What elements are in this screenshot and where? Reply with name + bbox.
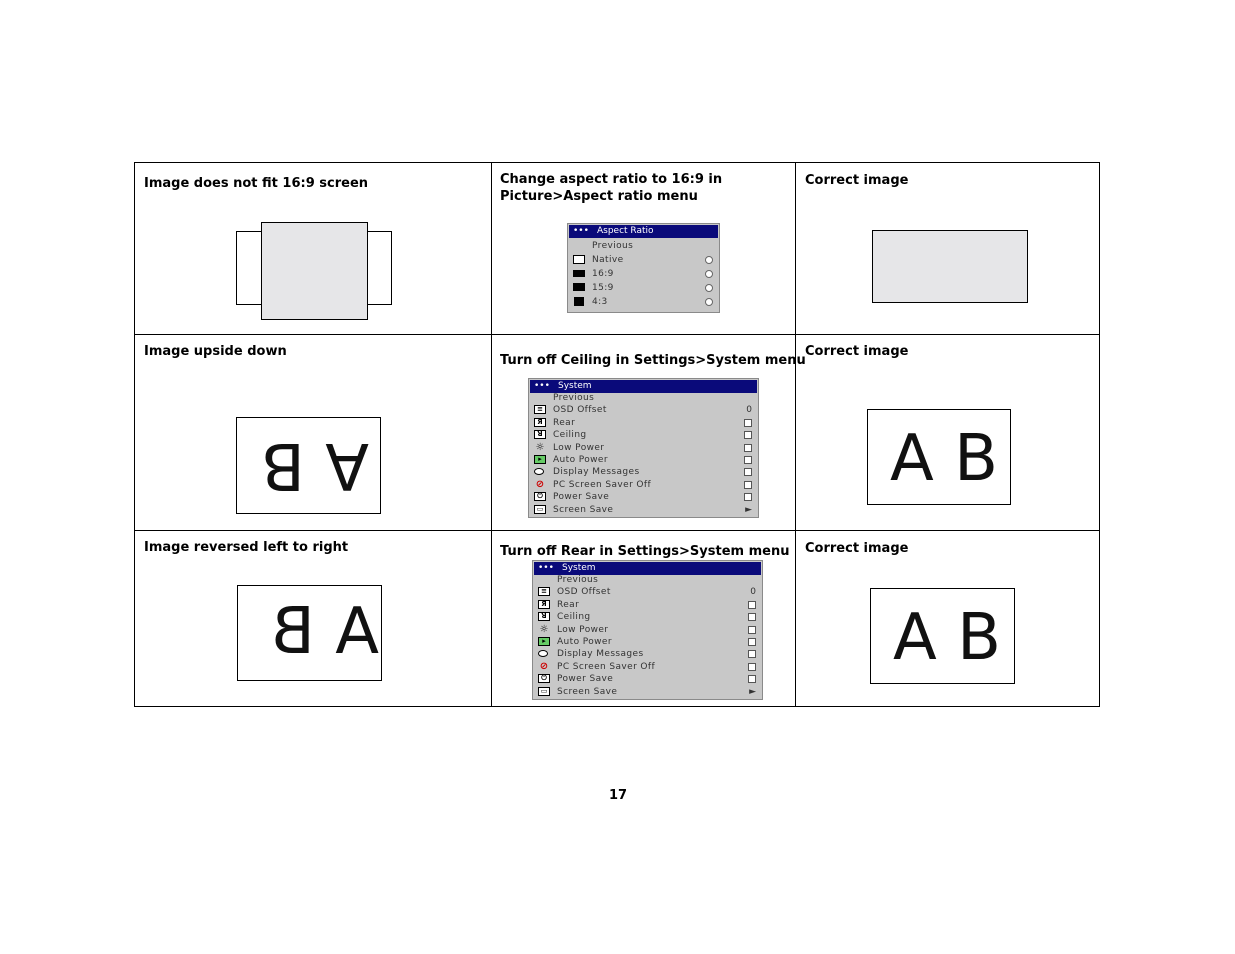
solution-label: Change aspect ratio to 16:9 in xyxy=(500,172,723,187)
auto-power-icon: ▸ xyxy=(538,637,550,646)
rear-icon: Я xyxy=(534,418,546,427)
menu-item-previous[interactable]: Previous xyxy=(553,393,595,403)
osd-offset-icon: ≡ xyxy=(534,405,546,414)
menu-item-rear[interactable]: Я Rear xyxy=(533,599,762,611)
no-screensaver-icon: ⊘ xyxy=(535,479,545,490)
menu-item-osd-offset[interactable]: ≡ OSD Offset 0 xyxy=(529,404,758,416)
speech-bubble-icon xyxy=(534,468,544,475)
screen-save-icon: ▭ xyxy=(538,687,550,696)
menu-item-screen-save[interactable]: ▭ Screen Save ► xyxy=(533,686,762,698)
checkbox[interactable] xyxy=(748,663,756,671)
power-save-icon: ⏻ xyxy=(538,674,550,683)
ceiling-icon: ꓤ xyxy=(538,612,550,621)
menu-item-16-9[interactable]: 16:9 xyxy=(568,268,719,280)
submenu-arrow-icon: ► xyxy=(745,505,752,515)
menu-item-15-9[interactable]: 15:9 xyxy=(568,282,719,294)
system-menu xyxy=(532,560,763,700)
sample-letters: A B xyxy=(271,595,380,669)
checkbox[interactable] xyxy=(744,419,752,427)
sample-letters: A B xyxy=(893,601,1002,675)
solution-label: Turn off Ceiling in Settings>System menu xyxy=(500,353,806,368)
checkbox[interactable] xyxy=(744,493,752,501)
sample-image-upside-down xyxy=(236,417,381,514)
lamp-icon: ☼ xyxy=(539,624,549,635)
ceiling-icon: ꓤ xyxy=(534,430,546,439)
aspect-ratio-menu xyxy=(567,223,720,313)
result-label: Correct image xyxy=(805,541,909,556)
menu-item-screen-save[interactable]: ▭ Screen Save ► xyxy=(529,504,758,516)
menu-item-power-save[interactable]: ⏻ Power Save xyxy=(533,673,762,685)
radio-button[interactable] xyxy=(705,256,713,264)
radio-button[interactable] xyxy=(705,298,713,306)
menu-title: System xyxy=(562,563,596,573)
menu-item-4-3[interactable]: 4:3 xyxy=(568,296,719,308)
sample-image-mirrored xyxy=(237,585,382,681)
checkbox[interactable] xyxy=(748,601,756,609)
correct-image-sample xyxy=(867,409,1011,505)
wide-ratio-icon xyxy=(573,270,585,277)
problem-label: Image upside down xyxy=(144,344,287,359)
problem-label: Image reversed left to right xyxy=(144,540,349,555)
menu-item-ceiling[interactable]: ꓤ Ceiling xyxy=(529,429,758,441)
checkbox[interactable] xyxy=(748,650,756,658)
menu-item-display-messages[interactable]: Display Messages xyxy=(529,466,758,478)
radio-button[interactable] xyxy=(705,270,713,278)
power-save-icon: ⏻ xyxy=(534,492,546,501)
result-label: Correct image xyxy=(805,173,909,188)
solution-label: Turn off Rear in Settings>System menu xyxy=(500,544,790,559)
menu-title: System xyxy=(558,381,592,391)
menu-item-rear[interactable]: Я Rear xyxy=(529,417,758,429)
result-label: Correct image xyxy=(805,344,909,359)
menu-item-display-messages[interactable]: Display Messages xyxy=(533,648,762,660)
checkbox[interactable] xyxy=(744,481,752,489)
menu-item-power-save[interactable]: ⏻ Power Save xyxy=(529,491,758,503)
menu-item-native[interactable]: Native xyxy=(568,254,719,266)
menu-header xyxy=(569,225,718,238)
menu-dots: ••• xyxy=(534,381,550,391)
checkbox[interactable] xyxy=(748,626,756,634)
checkbox[interactable] xyxy=(744,468,752,476)
solution-label: Picture>Aspect ratio menu xyxy=(500,189,698,204)
speech-bubble-icon xyxy=(538,650,548,657)
sample-letters: A B xyxy=(890,422,999,496)
checkbox[interactable] xyxy=(744,431,752,439)
row-divider xyxy=(135,334,1099,335)
menu-item-osd-offset[interactable]: ≡ OSD Offset 0 xyxy=(533,586,762,598)
correct-image-sample xyxy=(870,588,1015,684)
radio-button[interactable] xyxy=(705,284,713,292)
menu-dots: ••• xyxy=(538,563,554,573)
row-divider xyxy=(135,530,1099,531)
column-divider xyxy=(795,163,796,706)
checkbox[interactable] xyxy=(748,613,756,621)
osd-offset-icon: ≡ xyxy=(538,587,550,596)
standard-ratio-icon xyxy=(574,297,584,306)
menu-item-pc-screen-saver-off[interactable]: ⊘ PC Screen Saver Off xyxy=(529,479,758,491)
submenu-arrow-icon: ► xyxy=(749,687,756,697)
menu-item-auto-power[interactable]: ▸ Auto Power xyxy=(533,636,762,648)
column-divider xyxy=(491,163,492,706)
oversized-image xyxy=(261,222,368,320)
menu-item-pc-screen-saver-off[interactable]: ⊘ PC Screen Saver Off xyxy=(533,661,762,673)
auto-power-icon: ▸ xyxy=(534,455,546,464)
wide-ratio-icon xyxy=(573,283,585,291)
checkbox[interactable] xyxy=(748,638,756,646)
problem-label: Image does not fit 16:9 screen xyxy=(144,176,369,191)
menu-item-ceiling[interactable]: ꓤ Ceiling xyxy=(533,611,762,623)
menu-item-low-power[interactable]: ☼ Low Power xyxy=(529,442,758,454)
checkbox[interactable] xyxy=(744,444,752,452)
native-ratio-icon xyxy=(573,255,585,264)
correct-image xyxy=(872,230,1028,303)
rear-icon: Я xyxy=(538,600,550,609)
checkbox[interactable] xyxy=(748,675,756,683)
menu-item-previous[interactable]: Previous xyxy=(592,241,634,251)
menu-dots: ••• xyxy=(573,226,589,236)
menu-title: Aspect Ratio xyxy=(597,226,654,236)
no-screensaver-icon: ⊘ xyxy=(539,661,549,672)
checkbox[interactable] xyxy=(744,456,752,464)
lamp-icon: ☼ xyxy=(535,442,545,453)
menu-item-previous[interactable]: Previous xyxy=(557,575,599,585)
sample-letters: A B xyxy=(261,428,370,502)
system-menu xyxy=(528,378,759,518)
menu-item-auto-power[interactable]: ▸ Auto Power xyxy=(529,454,758,466)
page-number: 17 xyxy=(609,788,628,803)
menu-item-low-power[interactable]: ☼ Low Power xyxy=(533,624,762,636)
screen-save-icon: ▭ xyxy=(534,505,546,514)
